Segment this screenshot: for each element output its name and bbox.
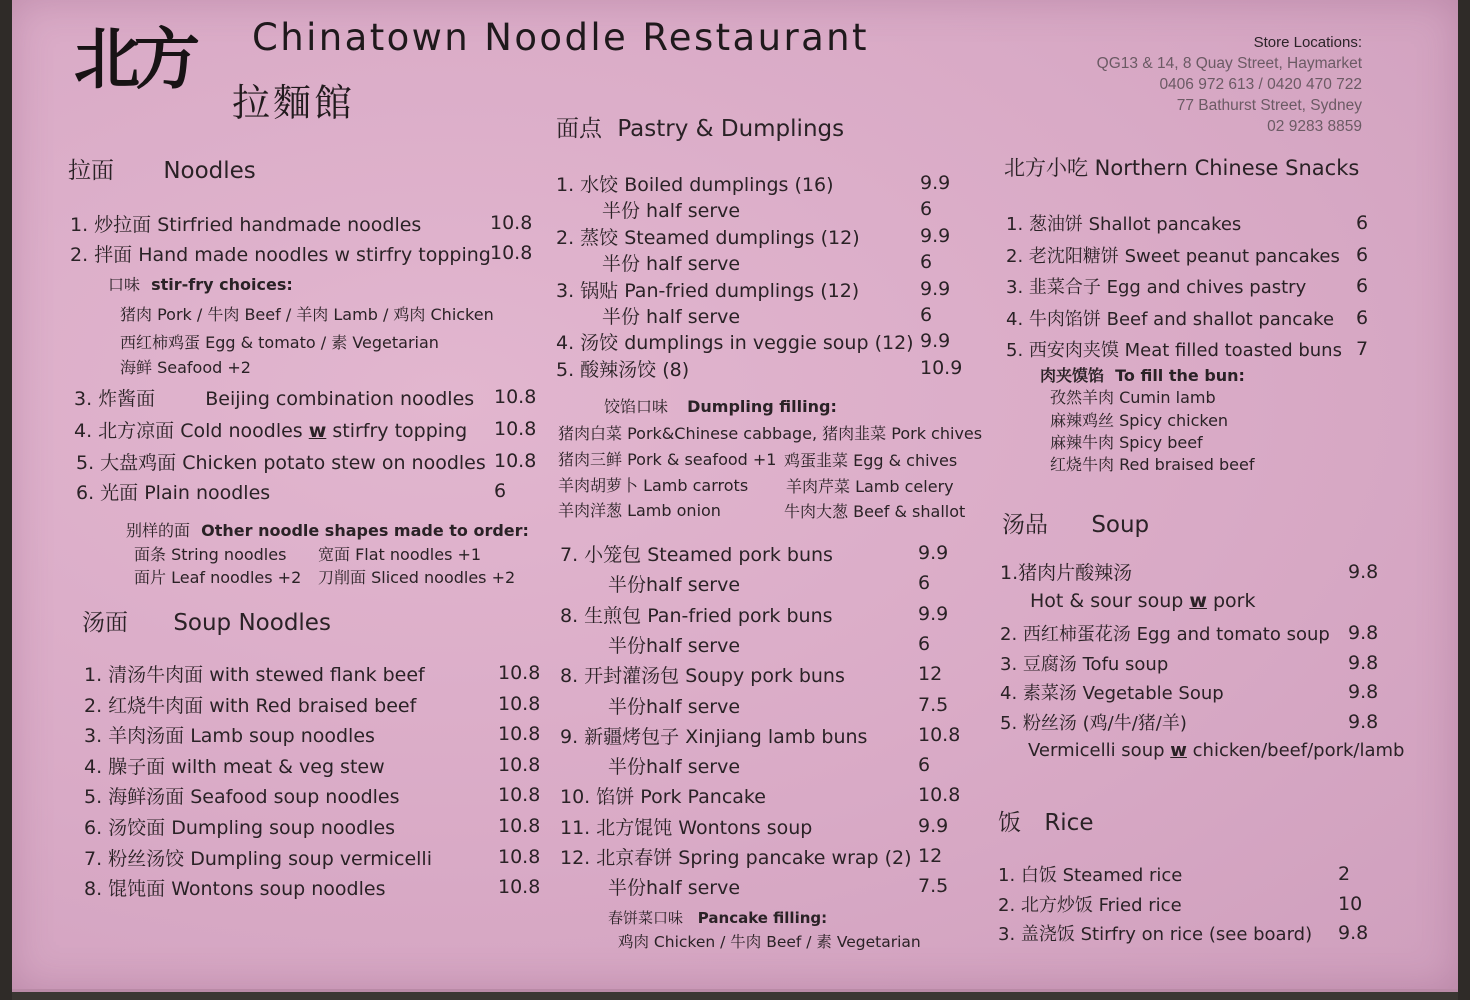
menu-item-name: 8. 开封灌汤包 Soupy pork buns [560, 665, 845, 688]
menu-item-cn: 4. 北方凉面 Cold noodles [74, 420, 303, 442]
left-frame [0, 0, 12, 1000]
menu-item-name: 2. 老沈阳糖饼 Sweet peanut pancakes [1006, 245, 1340, 267]
menu-item-price: 12 [918, 845, 943, 867]
menu-item-name: 半份 half serve [602, 200, 741, 223]
menu-item-price: 9.9 [920, 224, 951, 247]
bun-filling-line: 麻辣牛肉 Spicy beef [1050, 433, 1203, 452]
menu-item-name: 12. 北京春饼 Spring pancake wrap (2) [560, 847, 912, 869]
menu-item-price: 6 [1356, 275, 1369, 297]
noodles-heading-en: Noodles [163, 158, 256, 184]
menu-item-name: 1. 炒拉面 Stirfried handmade noodles [70, 214, 422, 236]
dumpling-filling-line: 猪肉三鲜 Pork & seafood +1 [558, 450, 777, 469]
store-heading: Store Locations: [1253, 34, 1362, 51]
menu-item-name: 半份half serve [608, 756, 741, 779]
menu-item-desc-text: pork [1212, 590, 1256, 612]
dumpling-filling-line: 牛肉大葱 Beef & shallot [784, 502, 966, 521]
menu-item-name: 4. 素菜汤 Vegetable Soup [1000, 683, 1224, 705]
menu-item-name: 半份half serve [608, 877, 741, 900]
menu-item-price: 10.8 [494, 386, 537, 408]
menu-item-desc-text: chicken/beef/pork/lamb [1192, 740, 1405, 761]
menu-item-desc-text: Vermicelli soup [1028, 740, 1165, 761]
restaurant-name: Chinatown Noodle Restaurant [252, 16, 869, 59]
menu-item-price: 10.9 [920, 356, 963, 379]
logo-chinese-small: 拉麵館 [232, 81, 356, 125]
dumpling-filling-title [604, 394, 837, 417]
stirfry-choices-title [108, 272, 293, 295]
menu-item-price: 6 [918, 572, 931, 595]
soup-heading-cn: 汤品 [1002, 512, 1048, 538]
menu-item-en: stirfry topping [332, 420, 468, 442]
menu-item-name: 8. 生煎包 Pan-fried pork buns [560, 604, 833, 627]
menu-item-price: 10.8 [918, 784, 961, 807]
menu-item-en: Beijing combination noodles [205, 388, 475, 410]
menu-item-name: 2. 蒸饺 Steamed dumplings (12) [556, 226, 860, 249]
menu-item-price: 9.8 [1348, 561, 1379, 583]
store-locations [1097, 32, 1362, 137]
menu-item-name: 4. 牛肉馅饼 Beef and shallot pancake [1006, 308, 1335, 330]
menu-item-price: 12 [918, 663, 943, 686]
menu-item-name: 1. 水饺 Boiled dumplings (16) [556, 174, 834, 196]
menu-item-name: 半份half serve [608, 634, 741, 657]
menu-item-price: 10.8 [498, 692, 541, 715]
menu-item-name: 8. 馄饨面 Wontons soup noodles [84, 878, 386, 901]
menu-item-name: 1. 葱油饼 Shallot pancakes [1006, 214, 1242, 235]
menu-item-price: 9.8 [1348, 651, 1379, 674]
noodle-shape: 宽面 Flat noodles +1 [318, 545, 482, 564]
dumpling-filling-cn: 饺馅口味 [604, 397, 669, 416]
dumpling-filling-line: 羊肉胡萝卜 Lamb carrots [558, 476, 749, 495]
menu-item-name: 5. 酸辣汤饺 (8) [556, 358, 690, 381]
menu-item-name: 半份 half serve [602, 253, 741, 276]
menu-item-price: 9.9 [918, 602, 949, 625]
menu-item-price: 9.9 [918, 542, 949, 564]
menu-item-price: 9.9 [920, 277, 951, 300]
menu-item-name: 4. 臊子面 wilth meat & veg stew [84, 755, 385, 778]
pastry-heading-en: Pastry & Dumplings [617, 116, 845, 142]
rice-heading-cn: 饭 [998, 810, 1021, 836]
noodle-shapes-title [126, 518, 529, 541]
pancake-filling-cn: 春饼菜口味 [608, 909, 684, 927]
menu-item-cn: 3. 炸酱面 [74, 388, 156, 410]
menu-item-name: 2. 拌面 Hand made noodles w stirfry topping [70, 244, 491, 266]
menu-item-price: 6 [494, 480, 507, 502]
logo-chinese-big: 北方 [74, 20, 194, 98]
bun-filling-line: 麻辣鸡丝 Spicy chicken [1050, 411, 1229, 430]
rice-heading-en: Rice [1044, 810, 1094, 836]
menu-item-price: 10.8 [498, 815, 541, 837]
menu-item-price: 6 [918, 632, 931, 655]
menu-item-name: 1.猪肉片酸辣汤 [1000, 562, 1133, 584]
menu-item-name: 2. 北方炒饭 Fried rice [998, 894, 1182, 916]
menu-item-name: 10. 馅饼 Pork Pancake [560, 786, 766, 809]
menu-item-name: 5. 海鲜汤面 Seafood soup noodles [84, 786, 400, 809]
menu-item-name: 半份half serve [608, 574, 741, 597]
menu-item-name: 7. 粉丝汤饺 Dumpling soup vermicelli [84, 847, 432, 870]
dumpling-filling-line: 猪肉白菜 Pork&Chinese cabbage, 猪肉韭菜 Pork chives [558, 424, 983, 443]
store-line: 02 9283 8859 [1267, 118, 1362, 135]
menu-item-price: 9.8 [1348, 710, 1379, 733]
pancake-filling-line: 鸡肉 Chicken / 牛肉 Beef / 素 Vegetarian [618, 933, 921, 951]
noodle-shape: 面条 String noodles [134, 545, 287, 564]
menu-sheet [12, 0, 1458, 992]
store-line: 77 Bathurst Street, Sydney [1176, 97, 1362, 114]
stirfry-choices-en: stir-fry choices: [151, 275, 293, 294]
stirfry-choices-cn: 口味 [108, 275, 141, 294]
menu-item-desc [1028, 740, 1404, 761]
menu-item-price: 10.8 [490, 242, 533, 264]
menu-item-name: 11. 北方馄饨 Wontons soup [560, 816, 813, 839]
menu-item-price: 6 [1356, 212, 1369, 234]
pancake-filling-en: Pancake filling: [697, 909, 828, 927]
stirfry-choice-line: 猪肉 Pork / 牛肉 Beef / 羊肉 Lamb / 鸡肉 Chicken [120, 305, 494, 324]
menu-item-name [74, 416, 467, 443]
stirfry-choice-line: 海鲜 Seafood +2 [120, 358, 251, 377]
menu-item-price: 9.8 [1348, 681, 1379, 704]
store-line: 0406 972 613 / 0420 470 722 [1159, 76, 1362, 93]
menu-item-name: 3. 锅贴 Pan-fried dumplings (12) [556, 279, 860, 302]
menu-item-name: 3. 羊肉汤面 Lamb soup noodles [84, 725, 375, 748]
dumpling-filling-line: 羊肉芹菜 Lamb celery [786, 477, 954, 496]
soup-heading [1002, 506, 1149, 539]
soup-noodles-heading [82, 604, 331, 637]
menu-item-price: 7.5 [918, 875, 949, 898]
right-frame [1458, 0, 1470, 1000]
menu-item-price: 9.9 [920, 172, 951, 194]
menu-item-price: 9.9 [918, 814, 949, 837]
menu-item-price: 7 [1356, 338, 1369, 360]
menu-item-price: 10.8 [498, 876, 541, 899]
menu-item-with: w [1189, 590, 1207, 612]
menu-item-price: 10.8 [494, 450, 537, 472]
menu-item-price: 10.8 [498, 845, 541, 868]
menu-item-desc-text: Hot & sour soup [1030, 590, 1184, 612]
menu-item-price: 6 [1356, 243, 1369, 266]
rice-heading [998, 804, 1093, 837]
pancake-filling-title [608, 907, 827, 928]
menu-item-desc [1030, 590, 1255, 612]
menu-item-name: 2. 红烧牛肉面 with Red braised beef [84, 694, 417, 717]
menu-item-name: 9. 新疆烤包子 Xinjiang lamb buns [560, 725, 868, 748]
menu-item-name: 3. 豆腐汤 Tofu soup [1000, 653, 1169, 675]
menu-item-with: w [1170, 740, 1187, 761]
noodle-shape: 面片 Leaf noodles +2 [134, 568, 302, 587]
menu-item-name: 1. 白饭 Steamed rice [998, 865, 1183, 886]
menu-item-price: 10.8 [498, 784, 541, 807]
noodles-heading [68, 152, 256, 185]
menu-item-price: 6 [1356, 306, 1369, 329]
bun-filling-line: 红烧牛肉 Red braised beef [1050, 455, 1255, 474]
menu-item-price: 10 [1338, 892, 1363, 915]
menu-item-name [74, 384, 474, 411]
menu-item-price: 10.8 [494, 418, 537, 440]
menu-item-name: 5. 西安肉夹馍 Meat filled toasted buns [1006, 340, 1342, 361]
menu-item-name: 6. 光面 Plain noodles [76, 482, 271, 504]
menu-item-name: 5. 大盘鸡面 Chicken potato stew on noodles [76, 452, 486, 474]
store-line: QG13 & 14, 8 Quay Street, Haymarket [1096, 55, 1362, 72]
menu-item-name: 1. 清汤牛肉面 with stewed flank beef [84, 664, 425, 686]
menu-item-price: 6 [920, 198, 933, 221]
dumpling-filling-line: 羊肉洋葱 Lamb onion [558, 501, 721, 520]
menu-item-price: 6 [920, 304, 933, 326]
noodle-shape: 刀削面 Sliced noodles +2 [318, 568, 516, 587]
menu-item-price: 9.8 [1348, 622, 1379, 644]
bun-filling-en: To fill the bun: [1115, 366, 1245, 385]
menu-item-price: 10.8 [498, 723, 541, 746]
menu-item-price: 10.8 [918, 723, 961, 746]
dumpling-filling-en: Dumpling filling: [687, 397, 837, 416]
menu-item-name: 5. 粉丝汤 (鸡/牛/猪/羊) [1000, 712, 1187, 734]
bun-filling-title [1040, 363, 1245, 386]
menu-item-name: 3. 盖浇饭 Stirfry on rice (see board) [998, 924, 1313, 945]
menu-item-with: w [308, 420, 327, 442]
menu-item-name: 6. 汤饺面 Dumpling soup noodles [84, 817, 396, 839]
pastry-heading [556, 110, 844, 143]
menu-item-name: 半份 half serve [602, 306, 741, 328]
menu-item-price: 2 [1338, 863, 1351, 885]
noodles-heading-cn: 拉面 [68, 158, 114, 184]
menu-item-price: 7.5 [918, 693, 949, 716]
soup-heading-en: Soup [1091, 512, 1150, 538]
pastry-heading-cn: 面点 [556, 116, 602, 142]
menu-item-name: 2. 西红柿蛋花汤 Egg and tomato soup [1000, 624, 1330, 645]
dumpling-filling-line: 鸡蛋韭菜 Egg & chives [784, 451, 958, 470]
menu-item-price: 6 [920, 251, 933, 274]
menu-item-price: 6 [918, 754, 931, 777]
menu-item-price: 9.8 [1338, 922, 1369, 944]
menu-item-price: 10.8 [498, 662, 541, 684]
snacks-heading: 北方小吃 Northern Chinese Snacks [1004, 156, 1360, 180]
menu-item-price: 10.8 [490, 212, 533, 234]
noodle-shapes-cn: 别样的面 [126, 521, 191, 540]
menu-item-name: 7. 小笼包 Steamed pork buns [560, 544, 833, 566]
menu-item-price: 10.8 [498, 753, 541, 776]
bun-filling-line: 孜然羊肉 Cumin lamb [1050, 388, 1216, 407]
menu-item-name: 半份half serve [608, 695, 741, 718]
soup-noodles-heading-cn: 汤面 [82, 610, 128, 636]
bun-filling-cn: 肉夹馍馅 [1040, 366, 1105, 385]
menu-item-price: 9.9 [920, 330, 951, 353]
menu-item-name: 4. 汤饺 dumplings in veggie soup (12) [556, 332, 914, 355]
noodle-shapes-en: Other noodle shapes made to order: [201, 521, 529, 540]
stirfry-choice-line: 西红柿鸡蛋 Egg & tomato / 素 Vegetarian [120, 333, 439, 352]
menu-item-name: 3. 韭菜合子 Egg and chives pastry [1006, 277, 1307, 298]
soup-noodles-heading-en: Soup Noodles [173, 610, 331, 636]
